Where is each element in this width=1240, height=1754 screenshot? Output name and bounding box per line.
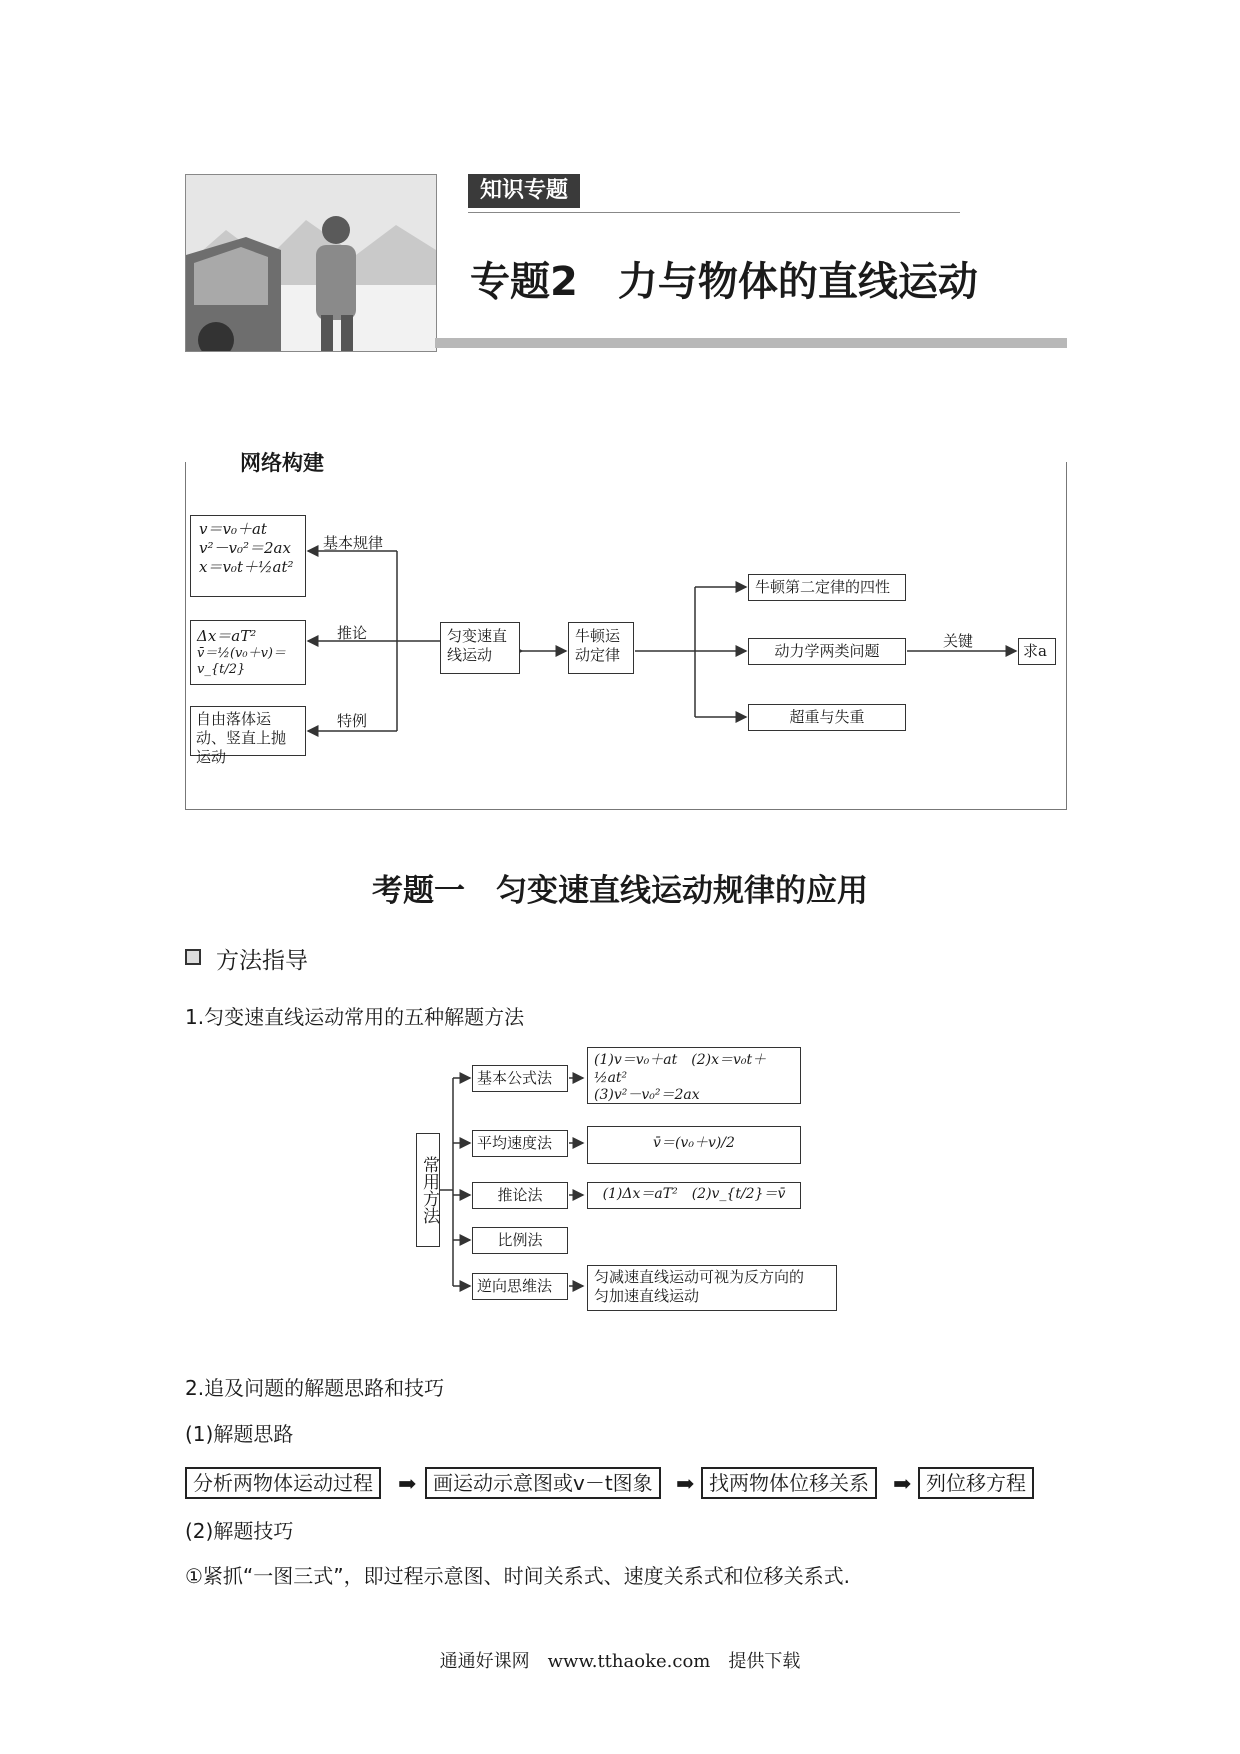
branch-label: 牛顿第二定律的四性 — [755, 578, 891, 596]
branch-label: 动力学两类问题 — [774, 642, 880, 660]
method-content-box — [587, 1126, 801, 1164]
newton-label: 牛顿运动定律 — [575, 627, 621, 664]
methods-root-label: 常用方法 — [419, 1156, 439, 1224]
branch-box — [748, 574, 906, 601]
methods-root-box — [416, 1133, 440, 1247]
seek-a-label: 求a — [1023, 642, 1047, 660]
newton-box — [568, 622, 634, 674]
topic-tag: 知识专题 — [468, 174, 580, 208]
formula-line: x＝v₀t＋½at² — [199, 557, 294, 576]
flow-step: 找两物体位移关系 — [701, 1467, 877, 1499]
branch-box — [748, 638, 906, 665]
free-fall-box — [190, 706, 306, 766]
label-corollary: 推论 — [337, 624, 368, 642]
arrow-right-icon: ➡ — [676, 1472, 695, 1497]
footer: 通通好课网 www.tthaoke.com 提供下载 — [439, 1651, 801, 1672]
method-content-box — [587, 1265, 837, 1311]
seek-a-box — [1018, 638, 1056, 665]
method-content-box — [587, 1047, 801, 1104]
item-heading: 1.匀变速直线运动常用的五种解题方法 — [185, 1005, 525, 1029]
method-name: 平均速度法 — [477, 1134, 553, 1152]
free-fall-label: 自由落体运动、竖直上抛运动 — [196, 710, 287, 766]
sub-heading: (1)解题思路 — [185, 1422, 294, 1446]
formula-line: v̄＝½(v₀＋v)＝v_{t/2} — [197, 645, 286, 677]
center-label: 匀变速直线运动 — [447, 627, 508, 664]
arrow-right-icon: ➡ — [398, 1472, 417, 1497]
network-title: 网络构建 — [232, 447, 332, 477]
method-name: 基本公式法 — [477, 1069, 553, 1087]
label-key: 关键 — [943, 632, 974, 650]
method-name-box — [472, 1273, 568, 1300]
method-content: (3)v²－v₀²＝2ax — [594, 1087, 700, 1103]
arrow-right-icon: ➡ — [893, 1472, 912, 1497]
label-special-case: 特例 — [337, 712, 368, 730]
formula-line: Δx＝aT² — [197, 627, 257, 645]
corollary-formula-box — [190, 620, 306, 685]
sub-heading: (2)解题技巧 — [185, 1519, 294, 1543]
label-basic-law: 基本规律 — [323, 534, 384, 552]
branch-box — [748, 704, 906, 731]
center-box — [440, 622, 520, 674]
tip-text: ①紧抓“一图三式”，即过程示意图、时间关系式、速度关系式和位移关系式. — [185, 1564, 851, 1588]
section-title: 考题一 匀变速直线运动规律的应用 — [372, 873, 868, 909]
method-name: 比例法 — [497, 1231, 543, 1249]
method-name: 推论法 — [497, 1186, 543, 1204]
method-content: 匀加速直线运动 — [594, 1286, 700, 1305]
method-content: 匀减速直线运动可视为反方向的 — [594, 1268, 805, 1286]
method-content: (1)v＝v₀＋at (2)x＝v₀t＋½at² — [594, 1052, 767, 1086]
method-name-box — [472, 1065, 568, 1092]
formula-line: v＝v₀＋at — [199, 520, 267, 538]
item-heading: 2.追及问题的解题思路和技巧 — [185, 1376, 445, 1400]
method-name: 逆向思维法 — [477, 1277, 553, 1295]
basic-formula-box — [190, 515, 306, 597]
formula-line: v²－v₀²＝2ax — [199, 538, 291, 557]
flow-step: 列位移方程 — [918, 1467, 1034, 1499]
flow-step: 画运动示意图或v－t图象 — [425, 1467, 661, 1499]
method-content-box — [587, 1182, 801, 1209]
page-title: 专题2 力与物体的直线运动 — [470, 259, 978, 305]
method-content: (1)Δx＝aT² (2)v_{t/2}＝v̄ — [602, 1186, 786, 1202]
method-name-box — [472, 1182, 568, 1209]
method-name-box — [472, 1130, 568, 1157]
method-content: v̄＝(v₀＋v)/2 — [653, 1135, 735, 1151]
branch-label: 超重与失重 — [789, 708, 865, 726]
checkbox-icon — [185, 949, 201, 965]
flow-step: 分析两物体运动过程 — [185, 1467, 381, 1499]
method-heading: 方法指导 — [216, 948, 308, 974]
method-name-box — [472, 1227, 568, 1254]
